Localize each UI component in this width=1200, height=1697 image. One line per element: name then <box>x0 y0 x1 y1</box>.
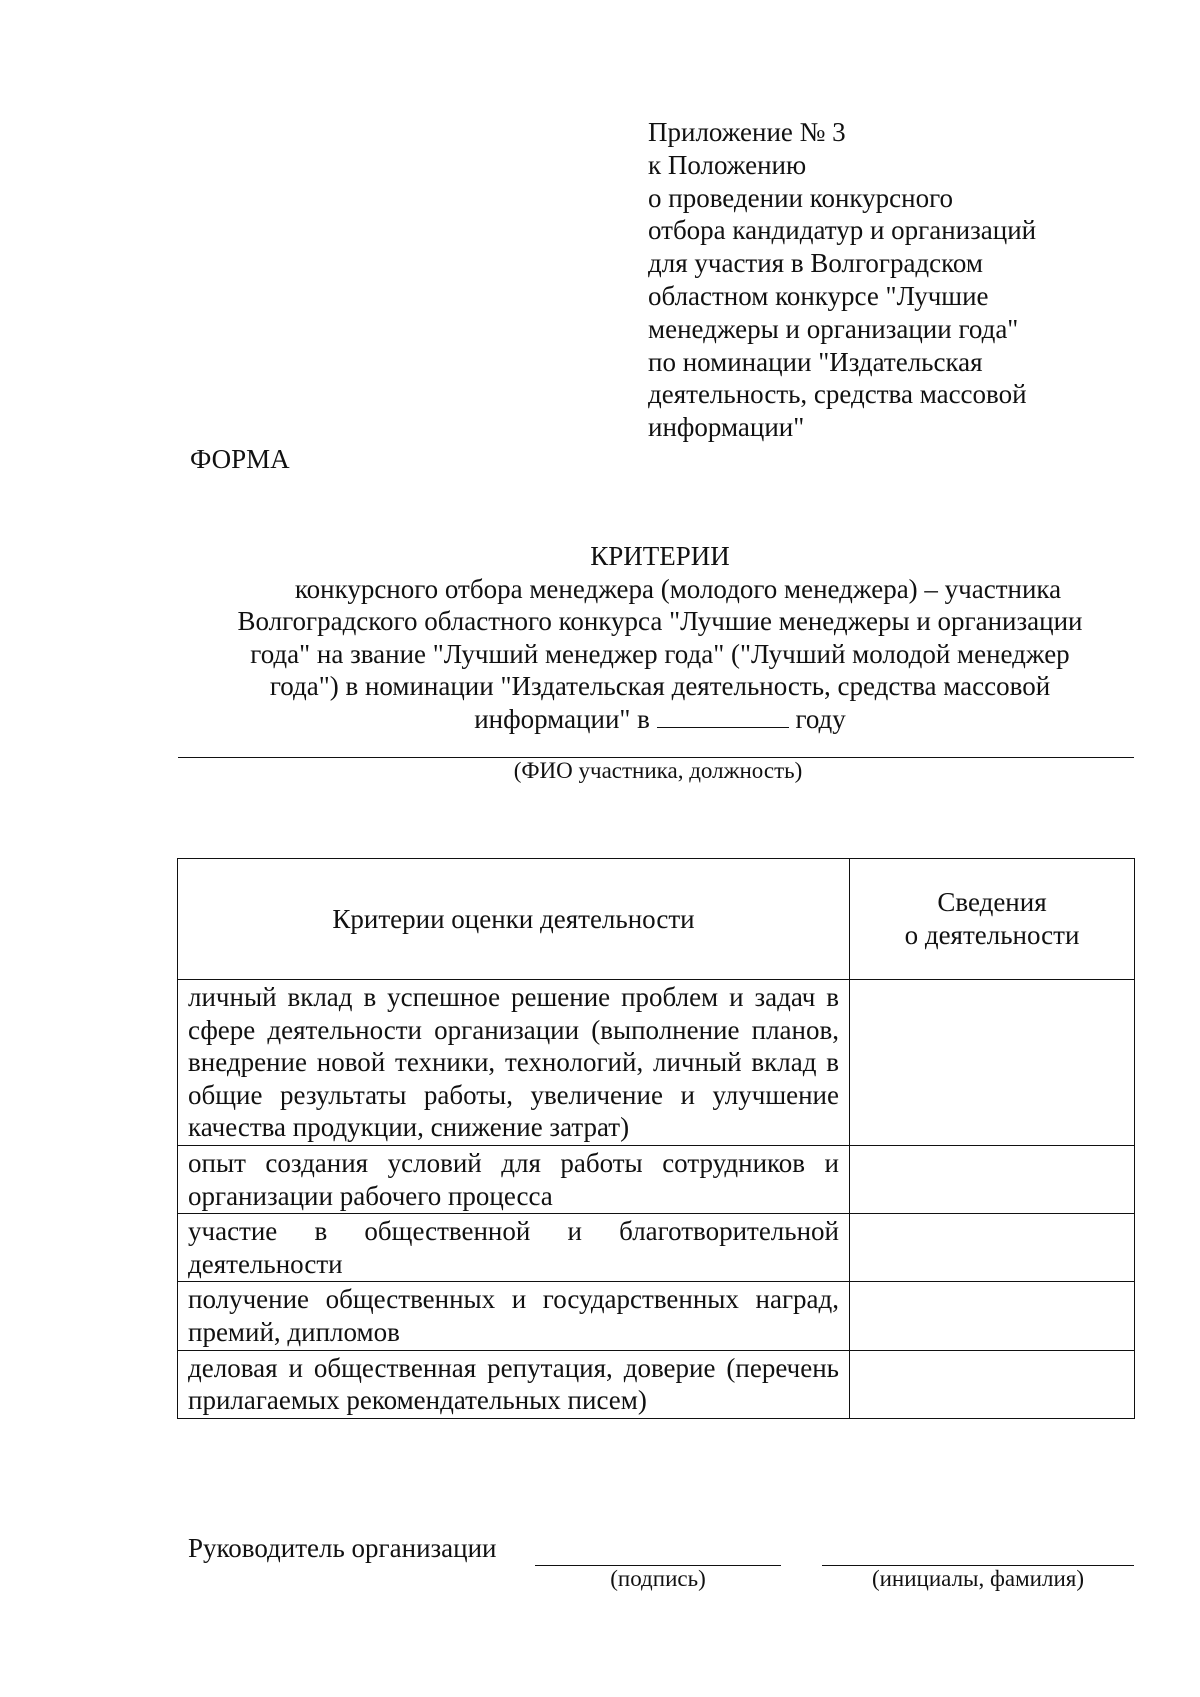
title-line-text: информации" в <box>474 703 650 734</box>
appendix-line: к Положению <box>648 149 807 180</box>
appendix-line: деятельность, средства массовой <box>648 379 1027 410</box>
info-cell[interactable] <box>850 980 1135 1146</box>
appendix-line: для участия в Волгоградском <box>648 248 983 279</box>
title-line-text: году <box>795 703 846 734</box>
header-info-line: о деятельности <box>904 920 1080 950</box>
signature-label: Руководитель организации <box>188 1533 497 1563</box>
table-row <box>178 1214 1135 1282</box>
table-header-row <box>178 859 1135 980</box>
header-info-line: Сведения <box>937 887 1047 917</box>
year-blank-field[interactable] <box>657 703 789 728</box>
criterion-cell: деловая и общественная репутация, доверие (перечень прилагаемых рекомендательных писем) <box>178 1350 850 1418</box>
table-row <box>178 1145 1135 1213</box>
title-line: года") в номинации "Издательская деятельность, средства массовой <box>269 671 1051 701</box>
appendix-line: о проведении конкурсного <box>648 182 954 213</box>
criterion-cell: личный вклад в успешное решение проблем и задач в сфере деятельности организации (выполнение планов, внедрение новой техники, технологий, личный вклад в общие результаты работы, увеличение и улучшение качества продукции, снижение затрат) <box>178 980 850 1146</box>
appendix-block <box>648 116 1128 444</box>
appendix-line: отбора кандидатур и организаций <box>648 215 1037 246</box>
appendix-line: областном конкурсе "Лучшие <box>648 280 989 311</box>
fio-caption: (ФИО участника, должность) <box>513 758 803 783</box>
info-cell[interactable] <box>850 1350 1135 1418</box>
criteria-table <box>177 858 1135 1419</box>
document-title <box>180 540 1140 735</box>
table-row <box>178 1350 1135 1418</box>
header-criteria: Критерии оценки деятельности <box>178 859 850 980</box>
appendix-line: информации" <box>648 412 805 443</box>
header-info <box>850 859 1135 980</box>
appendix-line: менеджеры и организации года" <box>648 313 1019 344</box>
info-cell[interactable] <box>850 1145 1135 1213</box>
title-line: конкурсного отбора менеджера (молодого менеджера) – участника <box>294 573 1062 604</box>
appendix-line: по номинации "Издательская <box>648 346 983 377</box>
criterion-cell: участие в общественной и благотворительной деятельности <box>178 1214 850 1282</box>
name-caption: (инициалы, фамилия) <box>871 1566 1085 1591</box>
table-row <box>178 980 1135 1146</box>
appendix-line: Приложение № 3 <box>648 117 846 147</box>
title-line: Волгоградского областного конкурса "Лучшие менеджеры и организации <box>237 606 1083 636</box>
signature-caption: (подпись) <box>610 1566 706 1591</box>
title-line: года" на звание "Лучший менеджер года" ("Лучший молодой менеджер <box>250 638 1070 669</box>
info-cell[interactable] <box>850 1282 1135 1350</box>
form-label: ФОРМА <box>190 444 290 474</box>
table-row <box>178 1282 1135 1350</box>
title-heading: КРИТЕРИИ <box>590 541 730 571</box>
title-line-year <box>180 703 1140 736</box>
criterion-cell: опыт создания условий для работы сотрудников и организации рабочего процесса <box>178 1145 850 1213</box>
criterion-cell: получение общественных и государственных наград, премий, дипломов <box>178 1282 850 1350</box>
info-cell[interactable] <box>850 1214 1135 1282</box>
